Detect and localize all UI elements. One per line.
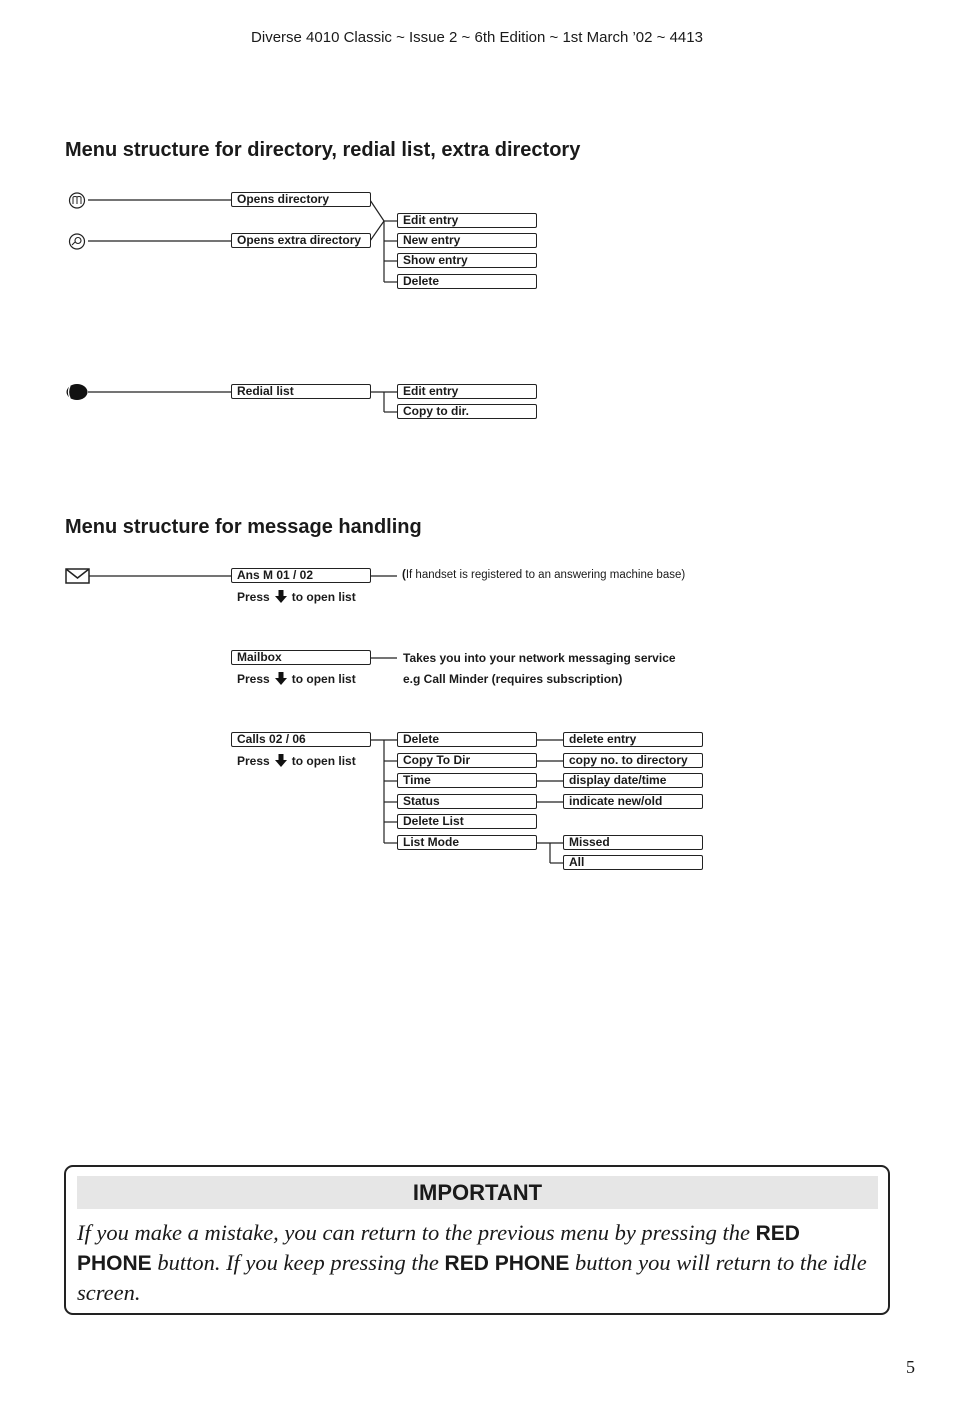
extra-directory-icon: [68, 233, 86, 250]
result-copy-to-directory[interactable]: copy no. to directory: [563, 753, 703, 768]
ans-m-note: (If handset is registered to an answering machine base): [402, 569, 686, 581]
menu-item-delete[interactable]: Delete: [397, 274, 537, 289]
calls-item-list-mode[interactable]: List Mode: [397, 835, 537, 850]
opens-extra-directory-box[interactable]: Opens extra directory: [231, 233, 371, 248]
redial-list-box[interactable]: Redial list: [231, 384, 371, 399]
section-title-messages: Menu structure for message handling: [65, 516, 422, 538]
calls-box[interactable]: Calls 02 / 06: [231, 732, 371, 747]
running-header: Diverse 4010 Classic ~ Issue 2 ~ 6th Edition ~ 1st March ’02 ~ 4413: [251, 29, 703, 46]
envelope-icon: [65, 568, 90, 584]
press-instruction: Press to open list: [237, 590, 356, 604]
calls-item-time[interactable]: Time: [397, 773, 537, 788]
redial-item-copy-to-dir[interactable]: Copy to dir.: [397, 404, 537, 419]
result-display-date-time[interactable]: display date/time: [563, 773, 703, 788]
mailbox-note-line1: Takes you into your network messaging service: [403, 651, 676, 665]
directory-book-icon: [68, 192, 86, 209]
mailbox-note-line2: e.g Call Minder (requires subscription): [403, 672, 623, 686]
down-arrow-icon: [275, 590, 287, 604]
calls-item-delete[interactable]: Delete: [397, 732, 537, 747]
section-title-directory: Menu structure for directory, redial list, extra directory: [65, 139, 581, 161]
down-arrow-icon: [275, 754, 287, 768]
menu-item-new-entry[interactable]: New entry: [397, 233, 537, 248]
important-title: IMPORTANT: [77, 1176, 878, 1209]
menu-item-show-entry[interactable]: Show entry: [397, 253, 537, 268]
important-text: If you make a mistake, you can return to the previous menu by pressing the RED PHONE button. If you keep pressing the RED PHONE button you will return to the idle screen.: [77, 1220, 867, 1305]
redial-icon: [65, 383, 89, 401]
menu-item-edit-entry[interactable]: Edit entry: [397, 213, 537, 228]
ans-m-box[interactable]: Ans M 01 / 02: [231, 568, 371, 583]
press-instruction: Press to open list: [237, 672, 356, 686]
press-instruction: Press to open list: [237, 754, 356, 768]
result-indicate-new-old[interactable]: indicate new/old: [563, 794, 703, 809]
result-delete-entry[interactable]: delete entry: [563, 732, 703, 747]
calls-item-copy-to-dir[interactable]: Copy To Dir: [397, 753, 537, 768]
calls-item-status[interactable]: Status: [397, 794, 537, 809]
redial-item-edit-entry[interactable]: Edit entry: [397, 384, 537, 399]
calls-item-delete-list[interactable]: Delete List: [397, 814, 537, 829]
list-mode-missed[interactable]: Missed: [563, 835, 703, 850]
mailbox-box[interactable]: Mailbox: [231, 650, 371, 665]
page-number: 5: [906, 1357, 915, 1377]
down-arrow-icon: [275, 672, 287, 686]
list-mode-all[interactable]: All: [563, 855, 703, 870]
opens-directory-box[interactable]: Opens directory: [231, 192, 371, 207]
